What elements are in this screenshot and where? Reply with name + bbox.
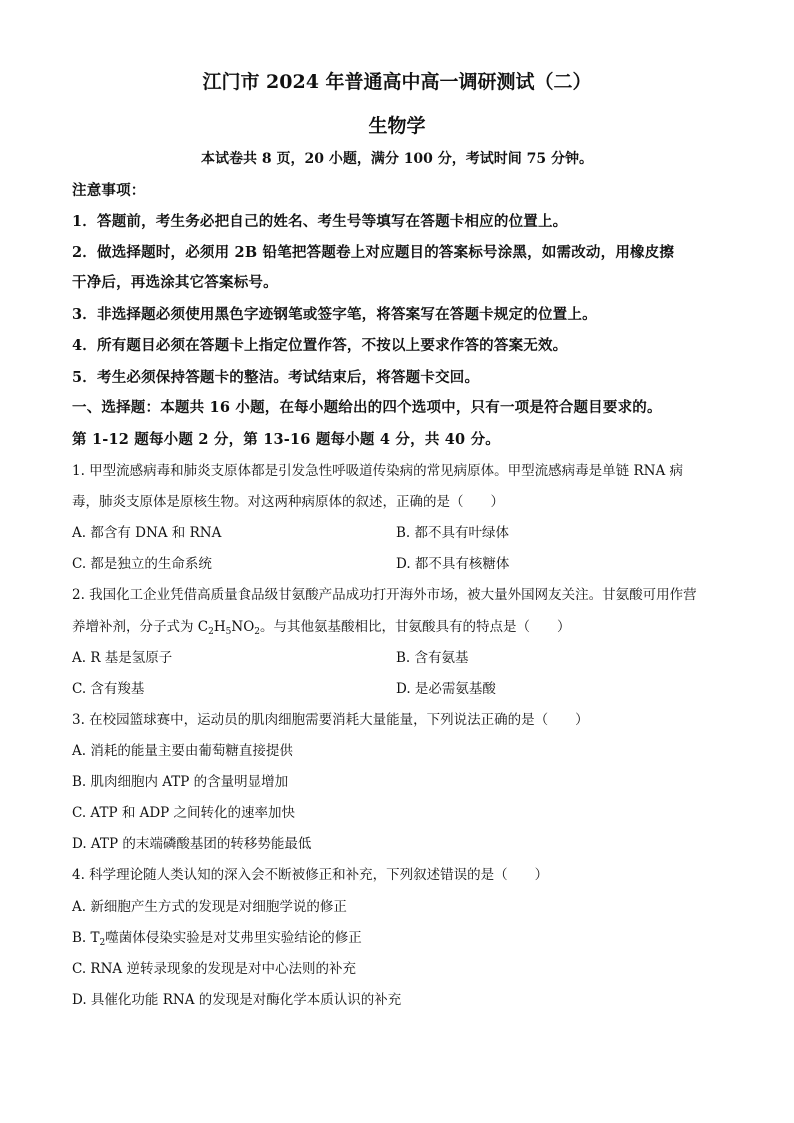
subject-title: 生物学 bbox=[368, 115, 426, 137]
formula-sub-c: 2 bbox=[208, 627, 214, 637]
question-2-option-b: B. 含有氨基 bbox=[396, 650, 469, 666]
question-2-line-1: 2. 我国化工企业凭借高质量食品级甘氨酸产品成功打开海外市场，被大量外国网友关注。甘氨酸可用作营 bbox=[72, 587, 697, 603]
question-1-line-1: 1. 甲型流感病毒和肺炎支原体都是引发急性呼吸道传染病的常见病原体。甲型流感病毒是单链 RNA 病 bbox=[72, 463, 683, 479]
section-heading-line-1: 一、选择题：本题共 16 小题，在每小题给出的四个选项中，只有一项是符合题目要求的。 bbox=[72, 399, 662, 416]
question-3-option-a: A. 消耗的能量主要由葡萄糖直接提供 bbox=[72, 743, 293, 759]
formula-no: NO bbox=[231, 619, 255, 635]
question-1-option-c: C. 都是独立的生命系统 bbox=[72, 556, 212, 572]
question-3-option-d: D. ATP 的末端磷酸基团的转移势能最低 bbox=[72, 836, 312, 852]
notice-heading: 注意事项： bbox=[72, 182, 146, 199]
question-4-line-1: 4. 科学理论随人类认知的深入会不断被修正和补充，下列叙述错误的是（ ） bbox=[72, 867, 549, 883]
notice-item-3: 3．非选择题必须使用黑色字迹钢笔或签字笔，将答案写在答题卡规定的位置上。 bbox=[72, 306, 597, 323]
notice-item-2-line-1: 2．做选择题时，必须用 2B 铅笔把答题卷上对应题目的答案标号涂黑，如需改动，用橡皮擦 bbox=[72, 244, 675, 261]
question-4-option-b bbox=[72, 932, 362, 946]
notice-item-1: 1．答题前，考生务必把自己的姓名、考生号等填写在答题卡相应的位置上。 bbox=[72, 213, 568, 230]
formula-prefix: 养增补剂，分子式为 C bbox=[72, 619, 209, 635]
question-2-option-a: A. R 基是氢原子 bbox=[72, 650, 173, 666]
question-2-option-d: D. 是必需氨基酸 bbox=[396, 681, 496, 697]
question-3-line-1: 3. 在校园篮球赛中，运动员的肌肉细胞需要消耗大量能量，下列说法正确的是（ ） bbox=[72, 712, 589, 728]
question-3-option-b: B. 肌肉细胞内 ATP 的含量明显增加 bbox=[72, 774, 289, 790]
question-1-option-b: B. 都不具有叶绿体 bbox=[396, 525, 510, 541]
exam-info: 本试卷共 8 页，20 小题，满分 100 分，考试时间 75 分钟。 bbox=[200, 151, 594, 167]
phage-subscript: 2 bbox=[99, 938, 106, 948]
question-4-option-a: A. 新细胞产生方式的发现是对细胞学说的修正 bbox=[72, 899, 347, 915]
formula-sub-h: 5 bbox=[225, 627, 232, 637]
section-heading-line-2: 第 1-12 题每小题 2 分，第 13-16 题每小题 4 分，共 40 分。 bbox=[72, 431, 500, 448]
question-2-stem-end: 。与其他氨基酸相比，甘氨酸具有的特点是（ ） bbox=[260, 619, 571, 635]
question-1-line-2: 毒，肺炎支原体是原核生物。对这两种病原体的叙述，正确的是（ ） bbox=[72, 494, 504, 510]
formula-sub-o: 2 bbox=[254, 627, 260, 637]
notice-item-4: 4．所有题目必须在答题卡上指定位置作答，不按以上要求作答的答案无效。 bbox=[72, 337, 568, 354]
exam-title: 江门市 2024 年普通高中高一调研测试（二） bbox=[202, 71, 592, 93]
question-4-option-c: C. RNA 逆转录现象的发现是对中心法则的补充 bbox=[72, 961, 356, 977]
notice-item-2-line-2: 干净后，再选涂其它答案标号。 bbox=[72, 274, 278, 291]
notice-item-5: 5．考生必须保持答题卡的整洁。考试结束后，将答题卡交回。 bbox=[72, 369, 480, 386]
question-2-option-c: C. 含有羧基 bbox=[72, 681, 145, 697]
question-3-option-c: C. ATP 和 ADP 之间转化的速率加快 bbox=[72, 805, 296, 821]
option-b-prefix: B. T bbox=[72, 930, 100, 946]
option-b-text: 噬菌体侵染实验是对艾弗里实验结论的修正 bbox=[105, 930, 362, 946]
formula-h: H bbox=[213, 619, 226, 635]
question-4-option-d: D. 具催化功能 RNA 的发现是对酶化学本质认识的补充 bbox=[72, 992, 402, 1008]
question-1-option-a: A. 都含有 DNA 和 RNA bbox=[72, 525, 222, 541]
question-1-option-d: D. 都不具有核糖体 bbox=[396, 556, 510, 572]
question-2-line-2 bbox=[72, 621, 571, 635]
